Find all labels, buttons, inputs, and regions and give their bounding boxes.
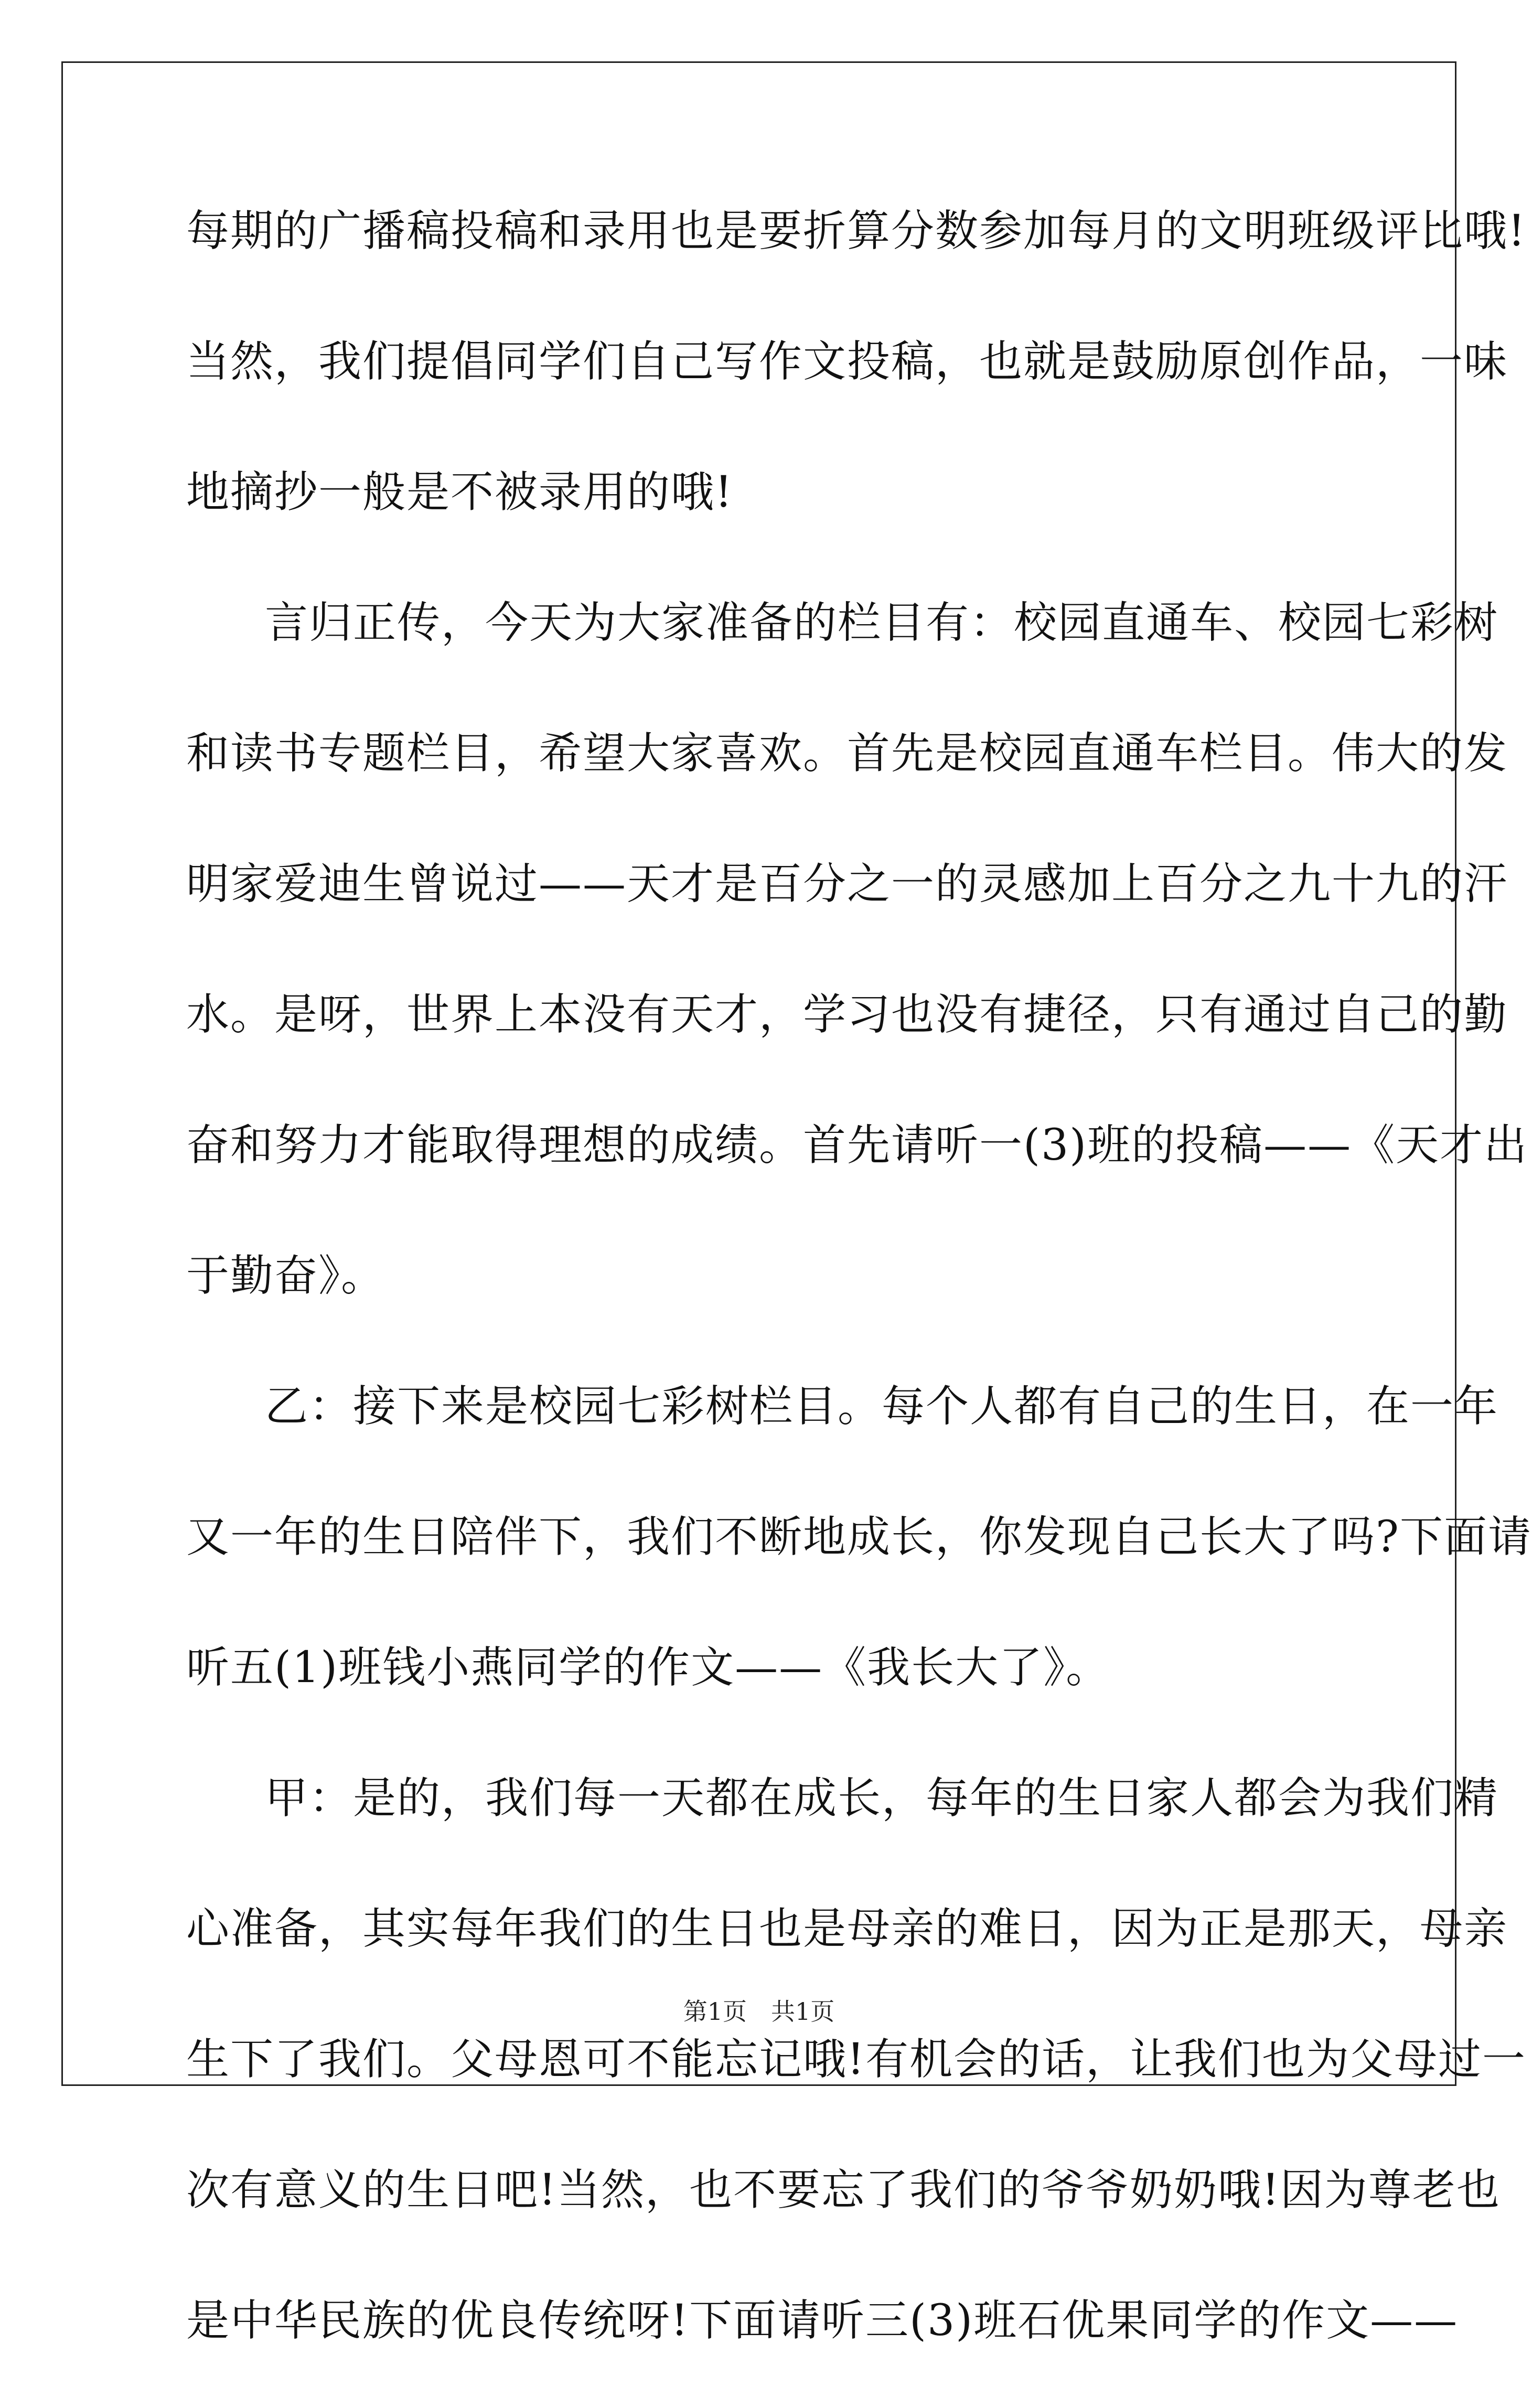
text-line: 奋和努力才能取得理想的成绩。首先请听一(3)班的投稿——《天才出	[186, 1120, 1528, 1170]
text-line: 生下了我们。父母恩可不能忘记哦!有机会的话，让我们也为父母过一	[186, 2035, 1526, 2084]
text-line: 听五(1)班钱小燕同学的作文——《我长大了》。	[186, 1643, 1110, 1693]
text-line: 是中华民族的优良传统呀!下面请听三(3)班石优果同学的作文——	[186, 2296, 1459, 2346]
text-line: 次有意义的生日吧!当然，也不要忘了我们的爷爷奶奶哦!因为尊老也	[186, 2165, 1501, 2215]
text-line: 和读书专题栏目，希望大家喜欢。首先是校园直通车栏目。伟大的发	[186, 729, 1508, 778]
text-line: 水。是呀，世界上本没有天才，学习也没有捷径，只有通过自己的勤	[186, 990, 1508, 1040]
text-line: 于勤奋》。	[186, 1251, 385, 1301]
text-line: 当然，我们提倡同学们自己写作文投稿，也就是鼓励原创作品，一味	[186, 337, 1508, 387]
text-line: 心准备，其实每年我们的生日也是母亲的难日，因为正是那天，母亲	[186, 1904, 1508, 1954]
page-number-footer: 第1页 共1页	[683, 1997, 835, 2026]
document-body	[186, 188, 1532, 2408]
text-line: 言归正传，今天为大家准备的栏目有：校园直通车、校园七彩树	[265, 598, 1499, 648]
text-line: 乙：接下来是校园七彩树栏目。每个人都有自己的生日，在一年	[265, 1382, 1499, 1431]
text-line: 每期的广播稿投稿和录用也是要折算分数参加每月的文明班级评比哦!	[186, 206, 1526, 256]
text-line: 又一年的生日陪伴下，我们不断地成长，你发现自己长大了吗?下面请	[186, 1512, 1532, 1562]
text-line: 明家爱迪生曾说过——天才是百分之一的灵感加上百分之九十九的汗	[186, 859, 1508, 909]
text-line: 甲：是的，我们每一天都在成长，每年的生日家人都会为我们精	[265, 1773, 1499, 1823]
text-line: 地摘抄一般是不被录用的哦!	[186, 467, 733, 517]
